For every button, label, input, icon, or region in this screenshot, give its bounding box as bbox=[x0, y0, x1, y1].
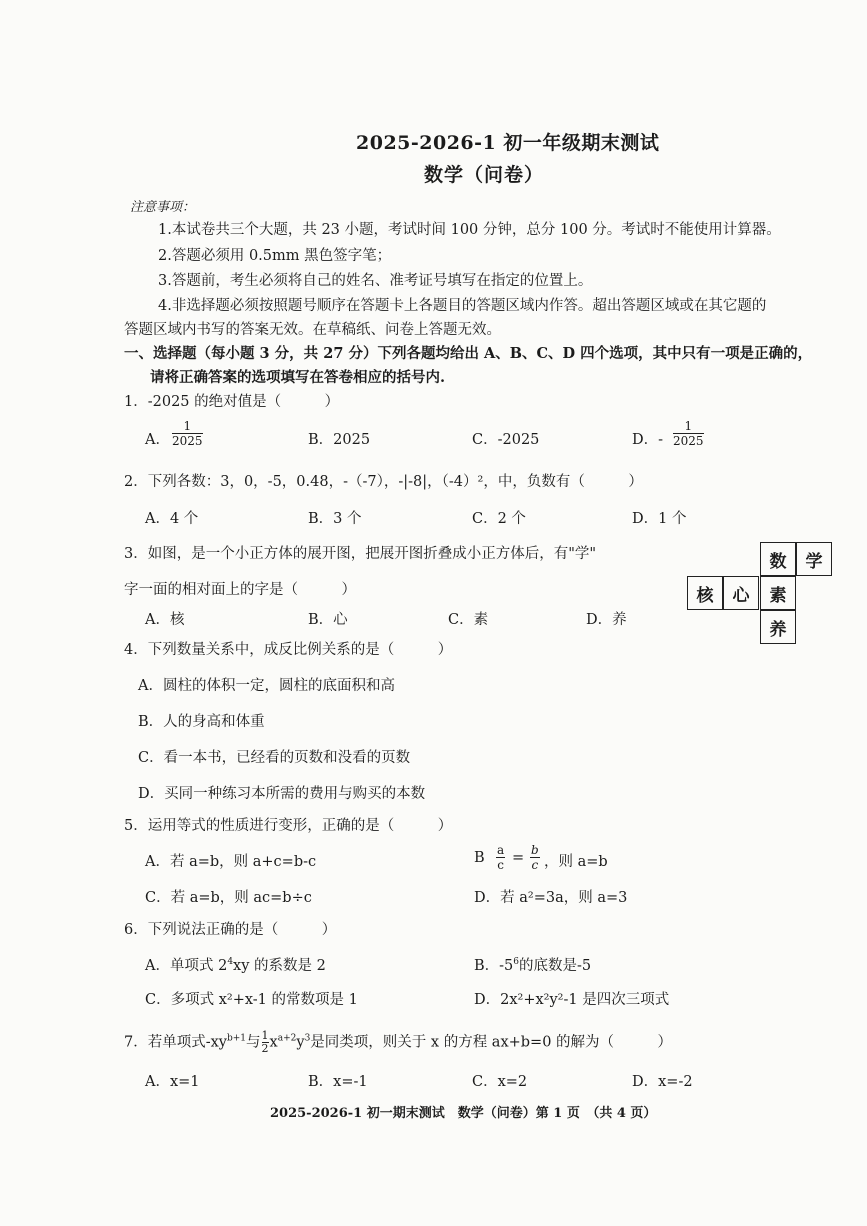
question-3-stem-line2: 字一面的相对面上的字是（ ） bbox=[124, 582, 356, 598]
q6-b-text: B．-5 bbox=[474, 958, 514, 974]
fraction-denominator: 2 bbox=[261, 1042, 269, 1055]
q3-option-a: A．核 bbox=[145, 612, 185, 628]
note-item: 答题区域内书写的答案无效。在草稿纸、问卷上答题无效。 bbox=[124, 322, 501, 338]
q7-fraction bbox=[262, 1030, 269, 1055]
q5-option-b-tail: ，则 a=b bbox=[544, 854, 608, 870]
notes-heading: 注意事项： bbox=[130, 200, 196, 215]
net-cell: 素 bbox=[760, 576, 796, 610]
q7-option-d: D．x=-2 bbox=[632, 1074, 693, 1090]
q1-option-a-label: A． bbox=[145, 432, 170, 448]
q7-text: 是同类项，则关于 x 的方程 ax+b=0 的解为（ ） bbox=[310, 1034, 673, 1051]
q6-a-text-tail: xy 的系数是 2 bbox=[233, 958, 326, 974]
q2-option-c: C．2 个 bbox=[472, 511, 526, 527]
equals-sign: = bbox=[512, 850, 525, 866]
q6-option-d: D．2x²+x²y²-1 是四次三项式 bbox=[474, 992, 670, 1008]
fraction-denominator: c bbox=[531, 858, 539, 872]
q6-option-c: C．多项式 x²+x-1 的常数项是 1 bbox=[145, 992, 358, 1008]
section-instruction: 请将正确答案的选项填写在答卷相应的括号内. bbox=[150, 369, 446, 386]
q1-option-b: B．2025 bbox=[308, 432, 371, 448]
q3-option-b: B．心 bbox=[308, 612, 348, 628]
q1-option-d-label: D．- bbox=[632, 432, 664, 448]
question-7-stem bbox=[124, 1030, 672, 1055]
q2-option-b: B．3 个 bbox=[308, 511, 362, 527]
q7-text: 与 bbox=[246, 1034, 261, 1051]
net-cell: 数 bbox=[760, 542, 796, 576]
page-title: 2025-2026-1 初一年级期末测试 bbox=[356, 132, 660, 154]
q1-option-c: C．-2025 bbox=[472, 432, 540, 448]
q6-b-text-tail: 的底数是-5 bbox=[519, 958, 592, 974]
q6-a-text: A．单项式 2 bbox=[145, 958, 228, 974]
fraction-denominator: c bbox=[497, 858, 504, 872]
fraction-denominator: 2025 bbox=[172, 434, 203, 448]
fraction-numerator: 1 bbox=[673, 419, 704, 434]
q3-option-c: C．素 bbox=[448, 612, 489, 628]
q1-option-a-fraction bbox=[172, 419, 203, 448]
q3-option-d: D．养 bbox=[586, 612, 627, 628]
section-heading: 一、选择题（每小题 3 分，共 27 分）下列各题均给出 A、B、C、D 四个选项，其中只有一项是正确的， bbox=[124, 345, 813, 362]
q5-option-b-label: B bbox=[474, 850, 485, 866]
net-cell: 学 bbox=[796, 542, 832, 576]
q5-option-c: C．若 a=b，则 ac=b÷c bbox=[145, 890, 312, 906]
fraction-denominator: 2025 bbox=[673, 434, 704, 448]
fraction-numerator: 1 bbox=[172, 419, 203, 434]
question-1-stem: 1．-2025 的绝对值是（ ） bbox=[124, 394, 340, 410]
question-2-stem: 2．下列各数：3，0，-5，0.48，-（-7），-|-8|，（-4）²，中，负数有（ ） bbox=[124, 474, 643, 490]
q4-option-b: B．人的身高和体重 bbox=[138, 714, 265, 730]
q6-option-b bbox=[474, 954, 591, 975]
q5-option-b-fraction-right bbox=[530, 843, 540, 872]
q7-variable: x bbox=[269, 1034, 278, 1051]
exponent: 3 bbox=[304, 1033, 311, 1044]
note-item: 4.非选择题必须按照题号顺序在答题卡上各题目的答题区域内作答。超出答题区域或在其它题的 bbox=[158, 298, 767, 314]
note-item: 1.本试卷共三个大题，共 23 小题，考试时间 100 分钟，总分 100 分。考试时不能使用计算器。 bbox=[158, 222, 781, 238]
exponent: 4 bbox=[227, 957, 234, 968]
exponent: 6 bbox=[513, 957, 520, 968]
exponent: a+2 bbox=[277, 1033, 297, 1044]
q1-option-d-fraction bbox=[673, 419, 704, 448]
note-item: 3.答题前，考生必须将自己的姓名、准考证号填写在指定的位置上。 bbox=[158, 273, 593, 289]
fraction-numerator: b bbox=[531, 843, 539, 857]
q7-option-c: C．x=2 bbox=[472, 1074, 528, 1090]
net-cell: 核 bbox=[687, 576, 723, 610]
net-cell: 心 bbox=[723, 576, 759, 610]
question-4-stem: 4．下列数量关系中，成反比例关系的是（ ） bbox=[124, 642, 453, 658]
q7-option-a: A．x=1 bbox=[145, 1074, 200, 1090]
exponent: b+1 bbox=[227, 1033, 247, 1044]
question-3-stem-line1: 3．如图，是一个小正方体的展开图，把展开图折叠成小正方体后，有"学" bbox=[124, 546, 597, 562]
q4-option-c: C．看一本书，已经看的页数和没看的页数 bbox=[138, 750, 411, 766]
fraction-numerator: 1 bbox=[261, 1029, 269, 1042]
q7-option-b: B．x=-1 bbox=[308, 1074, 368, 1090]
q5-option-d: D．若 a²=3a，则 a=3 bbox=[474, 890, 628, 906]
page-subtitle: 数学（问卷） bbox=[424, 164, 545, 186]
page-footer: 2025-2026-1 初一期末测试 数学（问卷）第 1 页 （共 4 页） bbox=[270, 1106, 657, 1121]
q5-option-b-fraction-left bbox=[496, 843, 505, 872]
q7-text: 7．若单项式-xy bbox=[124, 1034, 227, 1051]
q5-option-a: A．若 a=b，则 a+c=b-c bbox=[145, 854, 317, 870]
q6-option-a bbox=[145, 954, 326, 975]
q4-option-a: A．圆柱的体积一定，圆柱的底面积和高 bbox=[138, 678, 395, 694]
q7-variable: y bbox=[296, 1034, 305, 1051]
fraction-numerator: a bbox=[497, 843, 505, 857]
q4-option-d: D．买同一种练习本所需的费用与购买的本数 bbox=[138, 786, 426, 802]
q2-option-a: A．4 个 bbox=[145, 511, 199, 527]
question-6-stem: 6．下列说法正确的是（ ） bbox=[124, 922, 337, 938]
question-5-stem: 5．运用等式的性质进行变形，正确的是（ ） bbox=[124, 818, 453, 834]
net-cell: 养 bbox=[760, 610, 796, 644]
note-item: 2.答题必须用 0.5mm 黑色签字笔； bbox=[158, 248, 392, 264]
q2-option-d: D．1 个 bbox=[632, 511, 687, 527]
